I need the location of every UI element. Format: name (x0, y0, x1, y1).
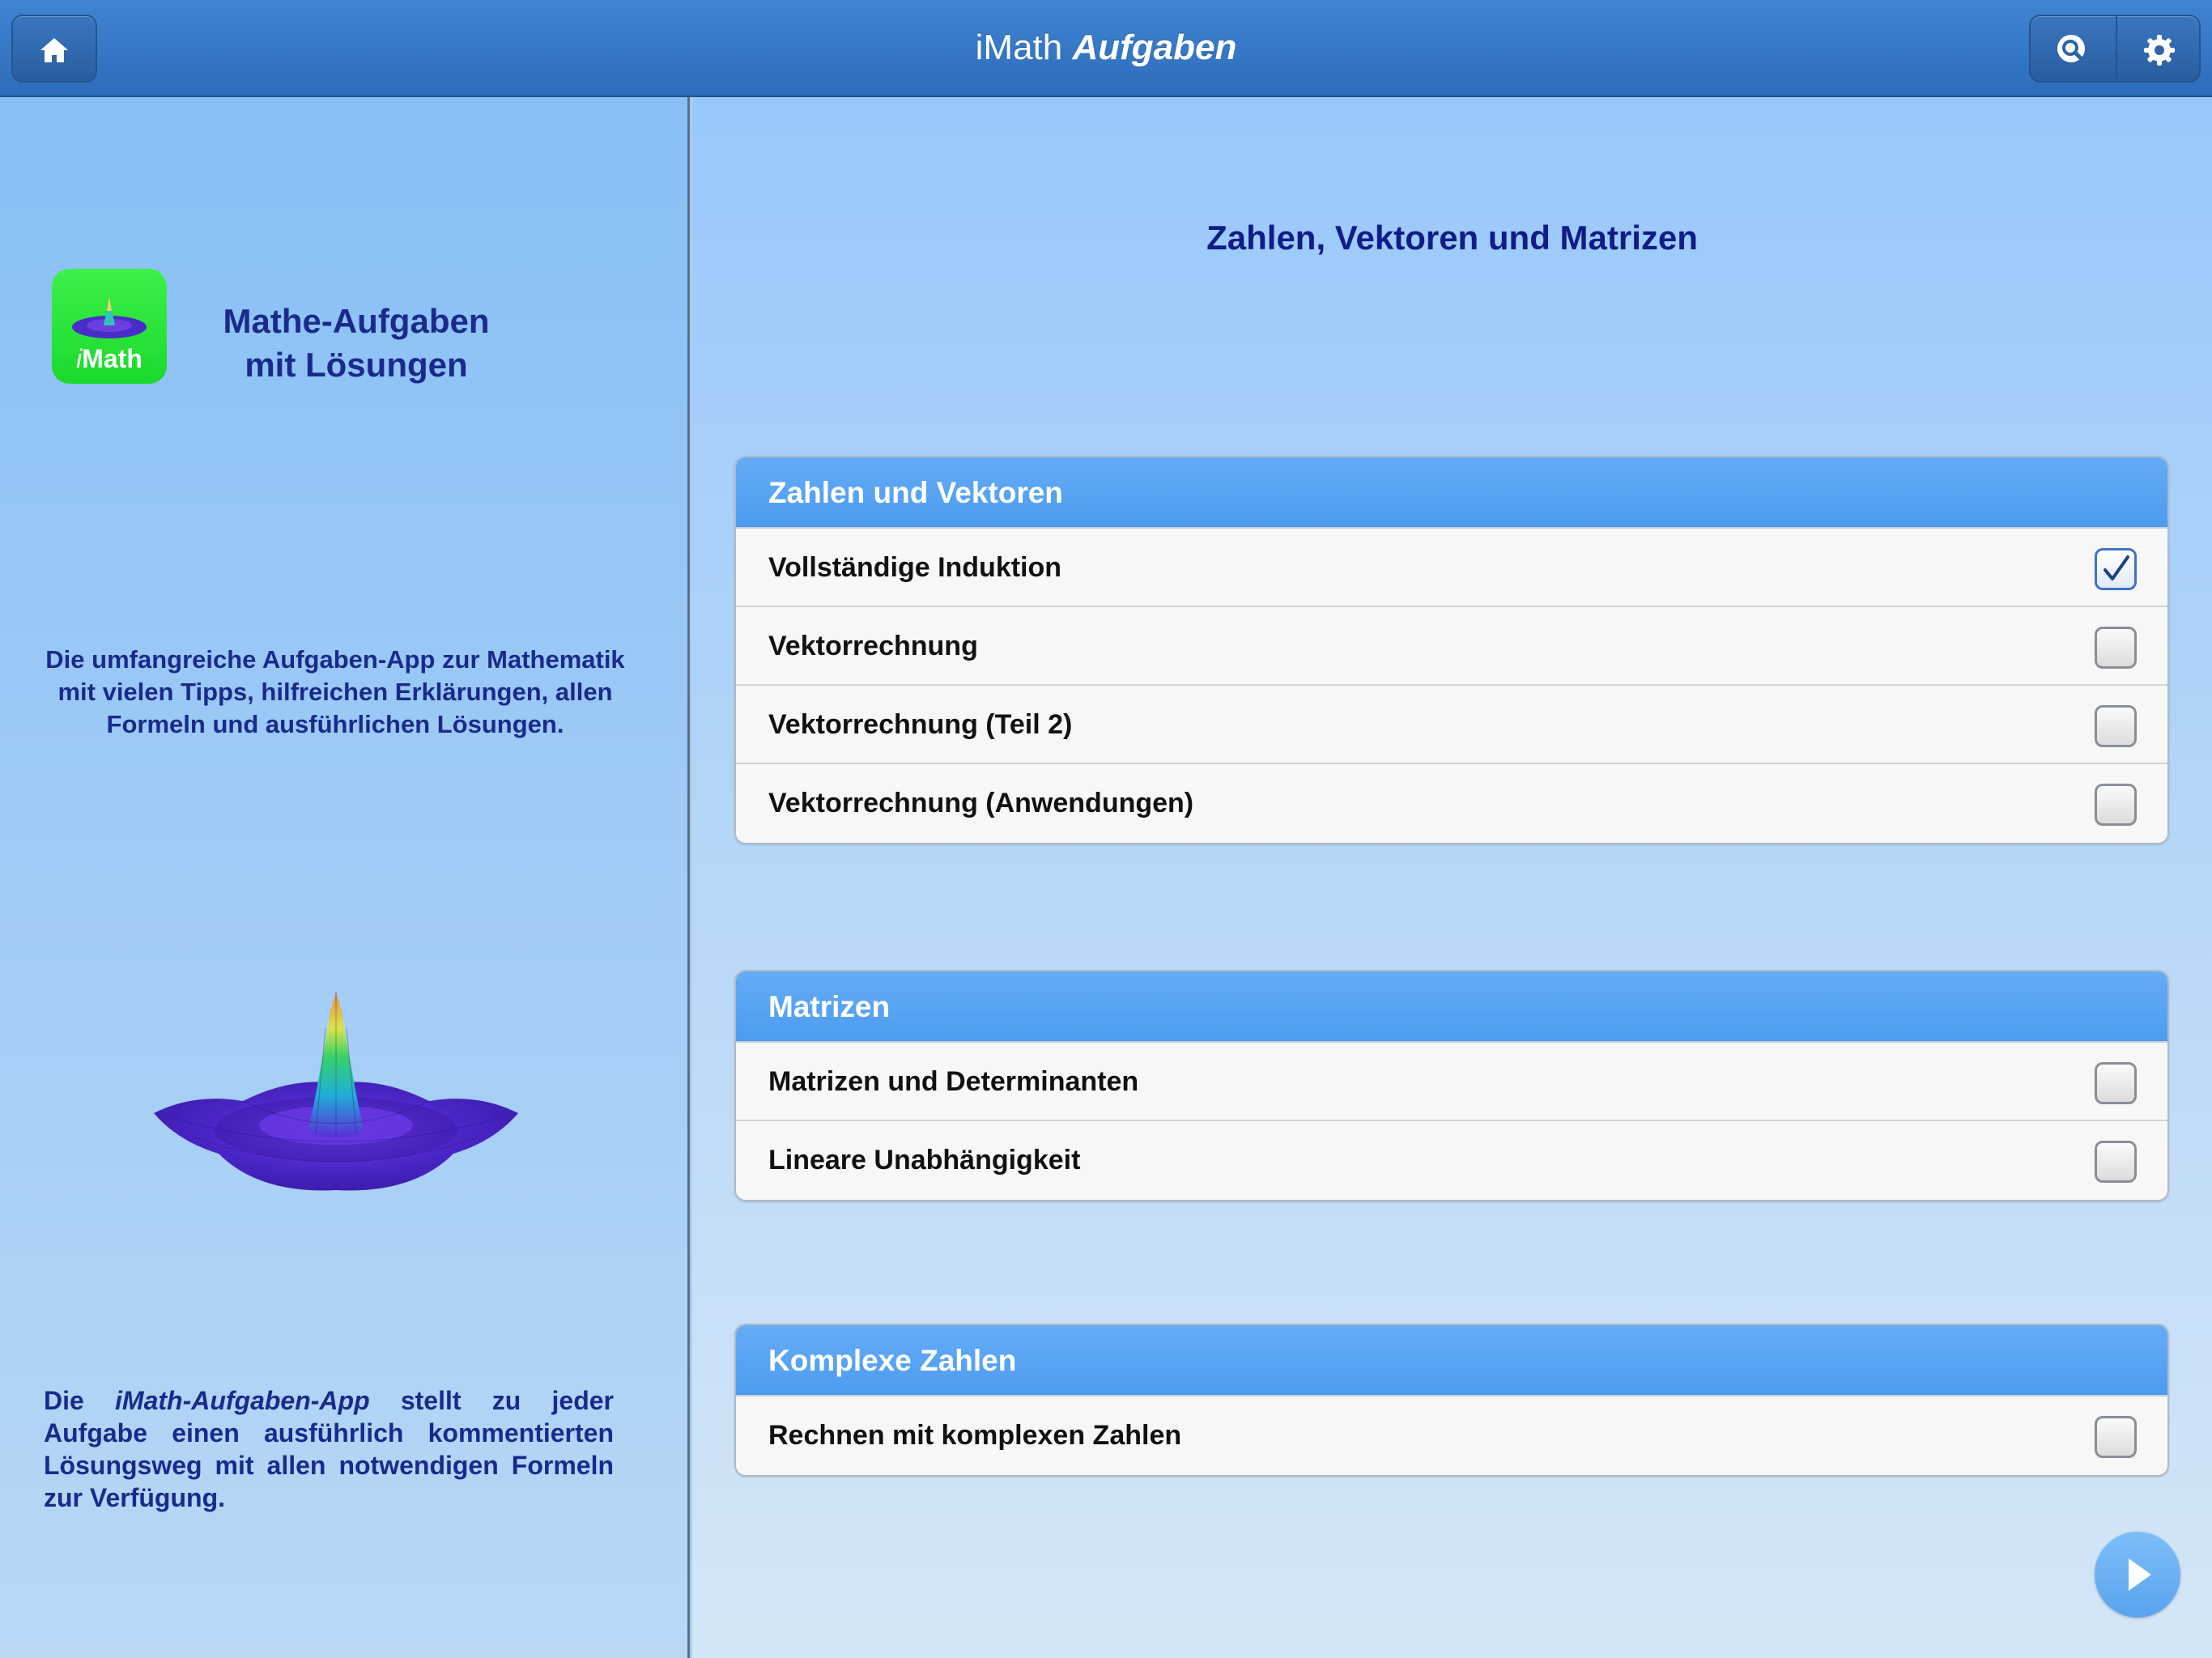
topic-label: Vektorrechnung (Teil 2) (768, 709, 1073, 740)
topic-row-vektorrechnung[interactable] (736, 607, 2167, 686)
topic-label: Matrizen und Determinanten (768, 1066, 1139, 1097)
topic-row-matrizen-und-determinanten[interactable] (736, 1043, 2167, 1121)
topic-row-rechnen-mit-komplexen-zahlen[interactable] (736, 1397, 2167, 1475)
topic-row-vektorrechnung-anwendungen[interactable] (736, 764, 2167, 843)
search-icon (2055, 32, 2091, 68)
app-title-suffix: Aufgaben (1072, 28, 1237, 67)
3d-surface-illustration (146, 980, 526, 1206)
topic-row-lineare-unabhaengigkeit[interactable] (736, 1121, 2167, 1200)
next-button[interactable] (2095, 1532, 2180, 1618)
app-logo-label-text: Math (82, 344, 143, 373)
group-header: Matrizen (736, 971, 2167, 1043)
topic-label: Vektorrechnung (768, 631, 978, 661)
topic-checkbox[interactable] (2095, 627, 2137, 669)
topic-group-matrizen (734, 970, 2169, 1201)
app-description: Die umfangreiche Aufgaben-App zur Mathematik mit vielen Tipps, hilfreichen Erklärungen, allen Formeln und ausführlichen Lösungen. (45, 645, 625, 738)
search-button[interactable] (2031, 16, 2116, 81)
topic-group-zahlen-und-vektoren (734, 456, 2169, 844)
top-navigation-bar (0, 0, 2212, 97)
settings-button[interactable] (2117, 16, 2202, 81)
tagline-line-1: Mathe-Aufgaben (223, 302, 490, 340)
topic-checkbox[interactable] (2095, 784, 2137, 826)
topic-checkbox[interactable] (2095, 1416, 2137, 1458)
play-arrow-icon (2125, 1556, 2155, 1593)
topic-checkbox[interactable] (2095, 705, 2137, 747)
app-logo-label (52, 344, 167, 374)
group-header: Komplexe Zahlen (736, 1325, 2167, 1397)
gear-icon (2142, 32, 2177, 68)
topic-checkbox[interactable] (2095, 1062, 2137, 1104)
surface-plot-icon (68, 287, 151, 343)
topic-checkbox[interactable] (2095, 1141, 2137, 1183)
topic-row-vektorrechnung-teil-2[interactable] (736, 686, 2167, 764)
info-sidebar (0, 97, 690, 1658)
toolbar-button-group (2029, 15, 2201, 83)
topic-selection-panel (692, 97, 2212, 1658)
topic-checkbox[interactable] (2095, 548, 2137, 590)
topic-label: Lineare Unabhängigkeit (768, 1145, 1081, 1175)
section-title: Zahlen, Vektoren und Matrizen (1206, 219, 1698, 257)
tagline (186, 300, 526, 387)
checkmark-icon (2100, 552, 2133, 586)
footer-app-name: iMath-Aufgaben-App (115, 1386, 370, 1415)
app-title-prefix: iMath (975, 28, 1063, 67)
footer-rest: stellt zu jeder Aufgabe einen ausführlich kommentierten Lösungsweg mit allen notwendigen Formeln zur Verfügung. (44, 1386, 614, 1512)
topic-label: Vollständige Induktion (768, 552, 1062, 583)
app-footer-note (44, 1384, 614, 1514)
app-title (0, 0, 2212, 97)
topic-label: Vektorrechnung (Anwendungen) (768, 788, 1194, 818)
topic-group-komplexe-zahlen (734, 1324, 2169, 1477)
group-header: Zahlen und Vektoren (736, 457, 2167, 529)
footer-prefix: Die (44, 1386, 84, 1415)
tagline-line-2: mit Lösungen (245, 346, 468, 384)
app-logo-label-prefix: i (76, 344, 83, 373)
topic-label: Rechnen mit komplexen Zahlen (768, 1420, 1182, 1451)
topic-row-vollstaendige-induktion[interactable] (736, 529, 2167, 607)
app-logo (52, 269, 167, 384)
